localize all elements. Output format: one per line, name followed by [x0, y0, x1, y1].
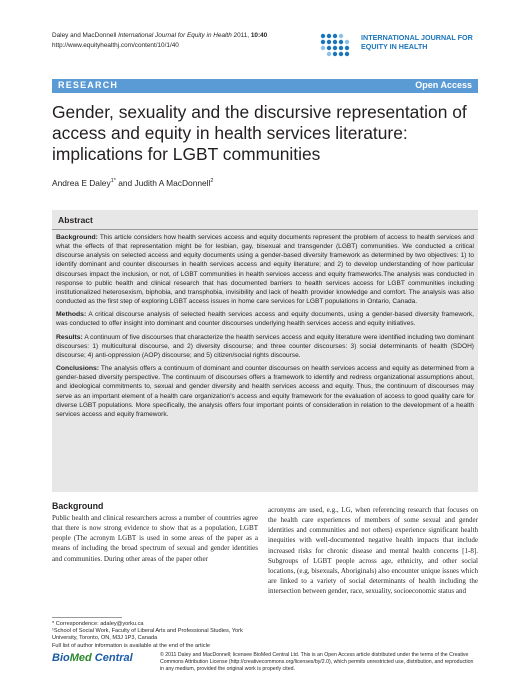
body-column-left — [52, 501, 258, 564]
abstract-divider — [52, 229, 478, 230]
abstract-background-text: This article considers how health services access and equity documents represent the problem of access to health services and what the effects of that representation might be for lesbian, gay, bisexual and transgender (LGBT) communities. We conducted a critical discourse analysis on selected access and equity documents using a gender-based diversity framework as determined by two objectives: 1) to identify dominant and counter discourses in health services access and equity literature; and 2) to develop understanding of how particular discourses impact the inclusion, or not, of LGBT communities in health services access and equity frameworks.The analysis was conducted in response to public health and clinical research that has documented barriers to health services access for LGBT communities including institutionalized heterosexism, biphobia, and transphobia, invisibility and lack of health provider knowledge and comfort. The analysis was also conducted as the first step of exploring LGBT access issues in home care services for LGBT populations in Ontario, Canada. — [56, 234, 474, 306]
citation-journal: International Journal for Equity in Health — [118, 32, 232, 39]
journal-logo-line2: EQUITY IN HEALTH — [361, 42, 428, 51]
journal-logo — [319, 30, 484, 60]
biomed-central-logo[interactable] — [52, 652, 133, 664]
section-heading-background: Background — [52, 501, 104, 511]
abstract-methods — [56, 310, 474, 328]
author-1[interactable]: Andrea E Daley — [52, 178, 111, 188]
citation-line — [52, 31, 267, 41]
body-paragraph-left: Public health and clinical researchers across a number of countries agree that there is now strong evidence to show that as a population, LGBT people (The acronym LGBT is used in some areas of the paper as a means of including the broad spectrum of sexual and gender identities and communities. During other areas of the paper other — [52, 514, 258, 563]
citation-year: 2011, — [231, 32, 251, 39]
affiliation-note: ¹School of Social Work, Faculty of Liberal Arts and Professional Studies, York University, Toronto, ON, M3J 1P3, Canada — [52, 628, 243, 642]
abstract-results-text: A continuum of five discourses that characterize the health services access and equity literature were identified including two dominant discourses: 1) multicultural discourse, and 2) diversity discourse; and three counter discourses: 3) social determinants of health (SDOH) discourse; 4) anti-oppression (AOP) discourse; and 5) citizen/social rights discourse. — [56, 333, 474, 359]
body-column-right — [268, 505, 478, 596]
author-1-affiliation[interactable]: 1* — [110, 178, 116, 185]
author-list — [52, 178, 213, 188]
license-text: © 2011 Daley and MacDonnell; licensee BioMed Central Ltd. This is an Open Access article distributed under the terms of the Creative Commons Attribution License (http://creativecommons.org/licenses/by/2.0), which permits unrestricted use, distribution, and reproduction in any medium, provided the original work is properly cited. — [160, 652, 474, 672]
abstract-conclusions-label: Conclusions: — [56, 365, 100, 373]
abstract-conclusions — [56, 364, 474, 419]
journal-logo-icon — [319, 32, 355, 58]
abstract-methods-label: Methods: — [56, 311, 87, 319]
citation-volume: 10:40 — [250, 32, 268, 39]
article-url[interactable]: http://www.equityhealthj.com/content/10/1/40 — [52, 42, 179, 49]
author-2[interactable]: Judith A MacDonnell — [134, 178, 211, 188]
abstract-results-label: Results: — [56, 333, 83, 341]
author-separator: and — [115, 178, 135, 188]
footnote-divider — [52, 617, 122, 618]
correspondence-note[interactable]: * Correspondence: adaley@yorku.ca — [52, 621, 144, 627]
abstract-background — [56, 233, 474, 306]
logo-part-central: Central — [91, 652, 133, 664]
abstract-conclusions-text: The analysis offers a continuum of dominant and counter discourses on health services access and equity as determined from a gender-based diversity perspective. The continuum of discourses offers a framework to identify and redress organizational assumptions about, and ideological commitments to, sexual and gender diversity and health services access and equity. Thus, the continuum of discourses may serve as an important element of a health care organization's access and equity framework for the evaluation of access to good quality care for diverse LGBT populations. More specifically, the analysis offers four important points of consideration in relation to the development of a health services access and equity framework. — [56, 365, 474, 418]
author-2-affiliation[interactable]: 2 — [210, 178, 214, 185]
article-type-label: RESEARCH — [58, 80, 119, 90]
abstract-results — [56, 333, 474, 360]
open-access-label: Open Access — [415, 80, 472, 90]
article-type-bar — [52, 79, 478, 93]
author-info-note: Full list of author information is available at the end of the article — [52, 642, 210, 649]
abstract-body — [56, 233, 474, 423]
logo-part-bio: Bio — [52, 652, 70, 664]
article-title: Gender, sexuality and the discursive representation of access and equity in health services literature: implications for LGBT communities — [52, 102, 467, 164]
footnotes — [52, 621, 258, 650]
citation-authors: Daley and MacDonnell — [52, 32, 119, 39]
body-paragraph-right: acronyms are used, e.g., LG, when referencing research that focuses on the health care experiences of members of some sexual and gender identities and communities and not others) experience significant health inequities with well-documented negative health impacts that include increased risks for chronic disease and mental health concerns [1-8]. Subgroups of LGBT people across age, ethnicity, and other social locations, (e.g, bisexuals, Aboriginals) also encounter unique issues which are linked to a variety of social determinants of health including the intersection between gender, race, sexuality, socioeconomic status and — [268, 506, 478, 596]
abstract-methods-text: A critical discourse analysis of selected health services access and equity documents, using a gender-based diversity framework, was conducted to offer insight into dominant and counter discourses underlying health services access and equity initiatives. — [56, 311, 474, 328]
journal-logo-line1: INTERNATIONAL JOURNAL FOR — [361, 33, 473, 42]
abstract-heading: Abstract — [58, 215, 93, 225]
abstract-background-label: Background: — [56, 234, 98, 241]
journal-logo-text — [361, 33, 473, 51]
logo-part-med: Med — [69, 652, 92, 664]
citation-header — [52, 31, 267, 51]
